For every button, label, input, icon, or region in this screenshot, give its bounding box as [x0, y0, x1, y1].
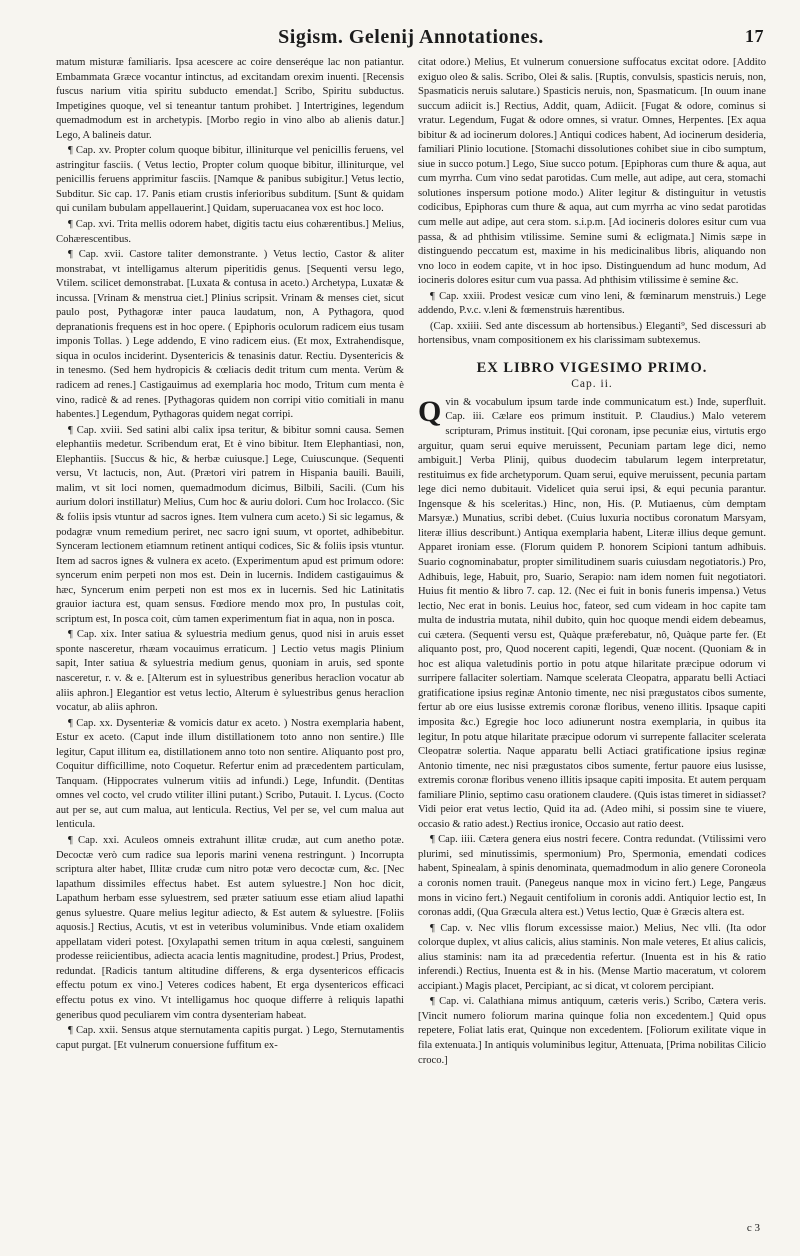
book-title: EX LIBRO VIGESIMO PRIMO.: [476, 359, 708, 376]
annotation-paragraph: ¶ Cap. v. Nec vllis florum excessisse maior.) Melius, Nec vlli. (Ita odor colorque duplex, vt alius calicis, alius staminis. Non male veteres, Et alius calicis, alius staminis: nam ita ad præcedentia refertur. (Inuenta est in his & ratio inferendi.) Rectius, Inuenta est & in his. (Mense Martio maceratum, vt colorem accipiant.) Magis placet, Percipiant, ac si dicat, vt colorem percipiant.: [418, 922, 766, 992]
running-title: Sigism. Gelenij Annotationes.: [278, 26, 544, 48]
annotation-paragraph: ¶ Cap. xix. Inter satiua & syluestria medium genus, quod nisi in aruis esset sponte nasceretur, rhæam vocauimus erraticum. ] Lectio vetus magis Plinium sapit, Inter satiua & syluestria medium genus, quoniam in aruis, sed sponte nasceretur, r. v. & e. [Alterum est in syluestribus generibus heraclion vocatur ab aliis aphron.] Elegantior est vetus lectio, Alterum è syluestribus genus heraclion vocatur, ab aliis aphron.: [56, 629, 404, 714]
annotation-paragraph: ¶ Cap. xxi. Aculeos omneis extrahunt illitæ crudæ, aut cum anetho potæ. Decoctæ verò cum radice sua leporis marini venena restringunt. ) Incorrupta scriptura alter habet, Illitæ crudæ cum nitro potæ vero decoctæ cum, &c. [Nec lapathum dissimiles effectus habet. Est autem syluestre.] Non hoc dicit, Lapathum herbam esse syluestrem, sed præter satiuum esse etiam aliud lapathi genus syluestre. Quare melius legitur adiecto, & Est autem & syluestre. [Foliis aquosis.] Rectius, Acutis, vt est in veteribus voluminibus. Vnde etiam oxalidem appellatam videri potest. [Oxylapathi semen tritum in aqua cœlesti, sanguinem prodesse reiicientibus, adiecta acacia lentis magnitudine, prodest.] Prius, Prodest, redundat. [Radicis tantum altitudine differens, & erga dysentericos efficacis effectu potum ex vino.] Veteres codices habent, Et erga dysentericos efficaci effectu potus ex vino. Vt intelligamus hoc quoque differre à reliquis lapathi generibus quod peculiarem vim contra dysenteriam habeat.: [56, 834, 404, 1021]
annotation-paragraph: (Cap. xxiiii. Sed ante discessum ab hortensibus.) Eleganti⁹, Sed discessuri ab hortensibus, vnam compositionem ex his clarissimam subtexemus.: [418, 320, 766, 347]
page-number: 17: [745, 26, 764, 46]
annotation-paragraph: ¶ Cap. xvi. Trita mellis odorem habet, digitis tactu eius cohærentibus.] Melius, Cohærescentibus.: [56, 219, 404, 245]
text-columns: [56, 56, 766, 1216]
right-column-top: [418, 56, 766, 349]
annotation-paragraph: ¶ Cap. iiii. Cætera genera eius nostri fecere. Contra redundat. (Vtilissimi vero plurimi, sed minutissimis, spermonium) Pro, Spermonia, emendati codices habent, Spinealam, à spinis denominata, quemadmodum in alio genere Coroneola a coronis nomen trauit. (Panegeus nanque mox in vicino fert.) Lege, Pangæus mons in vicino fert.) Negauit centifolium in coronis addi. Antiquior lectio est, In coronas addi, (Qua Græcula altera est.) Vetus lectio, Quæ è Græcis altera est.: [418, 834, 766, 919]
annotation-paragraph: ¶ Cap. xxiii. Prodest vesicæ cum vino leni, & fœminarum menstruis.) Lege addendo, P.v.c. v.leni & fœmenstruis hærentibus.: [418, 290, 766, 317]
annotation-paragraph: ¶ Cap. xxii. Sensus atque sternutamenta capitis purgat. ) Lego, Sternutamentis caput purgat. [Et vulnerum conuersione fuffitum ex-: [56, 1025, 404, 1051]
left-column: [56, 56, 404, 1216]
annotation-paragraph: ¶ Cap. xviii. Sed satini albi calix ipsa teritur, & bibitur somni causa. Semen elephantiis medetur. Scribendum erat, Et è vino bibitur. Item Elephantiasi, non, Elephantiis. [Succus & hic, & herbæ cuiusque.] Lege, Cuiuscunque. (Sequenti versu, Vt lactucis, non, Aut. (Prætori viri patrem in Hispania bauili. Bauili, malim, vt sit loci nomen, quemadmodum dicimus, Bilbili, Sacili. (Cum his aurium dolori instillatur) Melius, Cum hoc & auriu dolori. Cum hoc Irolacco. (Sic & foliis ipsis vtuntur ad sacros ignes. Item vulnera cum aceto.) Si sic legamus, & podagræ vnum remedium periret, nec sacro igni suum, vt oportet, adhibebitur. Synceram lectionem etiamnum retinent antiqui codices, Sic & foliis ipsis vtuntur. Item ad sacros ignes & vulnera ex aceto. (Experimentum apud est primum odore: syncerum enim perpeti non mos est. Dein in lucernis. Indidem castigauimus & hæc, Syncerum enim perpeti non est mos ex in lucernis. Sed hic Latinitatis grauior iactura est, quam sensus. Fœdiore mendo mox pro, In pustulas coit, scriptum est, In posca coit, cùm tamen experimentum fiat in aqua, non in posca.: [56, 424, 404, 625]
annotation-paragraph-block: [418, 396, 766, 832]
annotation-paragraph: ¶ Cap. xvii. Castore taliter demonstrante. ) Vetus lectio, Castor & aliter monstrabat, vt intelligamus alterum piperitidis genus. [Sequenti versu lego, Vtilem. scilicet demonstrabat. [Luxata & contusa in aceto.) Archetypa, Luxatæ & incussa. [Vrinam & menstrua ciet.] Plinius scripsit. Vrinam & menses ciet, sicut paulo post, Pythagoræ inter pauca laudatum, non, A Pythagora, quod depranationis frequens est in hoc opere. ( Epiphoris oculorum radicem eius tusam imponis Tollas. ) Lege addendo, E vino radicem eius. (Et mox, Extrahendisque, siqua in oculos inciderint. Dysentericis & tenasinis datur. Rectiu. Dysentericis & in tenesmo. (Sed hem hydropicis & cœliacis dedit tritum cum menta. Verùm & radicem ad renes.] Castigauimus ad exemplaria hoc modo, Tritum cum menta è vino, radicè & ad renes. [Pythagoras quidem non corripi vitio comitiali in manu habentes.] Legendum, Pythagoras quidem negat corripi.: [56, 249, 404, 421]
signature-mark: c 3: [746, 1222, 760, 1234]
right-column: [418, 56, 766, 1216]
drop-capital: Q: [418, 394, 442, 428]
annotation-paragraph: ¶ Cap. xv. Propter colum quoque bibitur, illiniturque vel penicillis feruens, vel astringitur fasciis. ( Vetus lectio, Propter colum quoque bibitur, illiniturque, vel penicillis feruens apprimitur fasciis. [Namque & panibus subigitur.] Vetus lectio, Subditur. Sic cap. 17. Panis etiam crustis inferioribus subditum. [Sunt & quidam qui cunilam bubulam appellauerint.] Quidam, superuacanea vox est hoc loco.: [56, 145, 404, 215]
annotation-paragraph: ¶ Cap. vi. Calathiana mimus antiquum, cæteris veris.) Scribo, Cætera veris. [Vincit numero foliorum marina quinque folia non excedentem.] Quid opus repetere, Foliat latis erat, Quinque non excedentem. [Foliorum exilitate vique in fila extenuata.] In antiquis voluminibus legitur, Attenuata, [Prima nobilitas Cilicio croco.]: [418, 996, 766, 1066]
annotation-paragraph: citat odore.) Melius, Et vulnerum conuersione suffocatus excitat odore. [Addito exiguo oleo & salis. Scribo, Olei & salis. [Ruptis, convulsis, spasticis neruis, non, Spasmaticis neruis salutare.) Spasticis neruis, non, Spasmaticum. [In ouum inane succum adiicit is.] Rectius, Addit, quam, Adiicit. [Fugat & odore, cominus si vratur. Legendum, Fugat & odore omnes, si vratur. Omnes, Herpentes. [Ex aqua bibitur & ad iocinerum dolores.] Antiqui codices habent, Ad iocinerum desideria, familiari Plinio locutione. [Stomachi dissolutiones cohibet siue in cibo sumptum, siue in succo potum.] Lego, Siue succo potum. [Epiphoras cum thure & aqua, aut cum myrrha. Cum vino sedat parotidas. Cum melle, aut adipe, aut cera, stomachi solutiones inspersum potione modo.) Aliter legitur & distinguitur in vetustis codicibus, Epiphoras cum thure & aqua, aut cum myrrha ac vino sedat parotidas cum melle aut adipe, aut cera stom. s.i.p.m. [Ad iocineris dolores esitur cum vua passa, & ad phthisim vtilissime. Semine sumi & ecligmata.] Nimis sæpe in distinguendo peccatum est, maxime in his medicinalibus libris, aliquando non vno loco in eodem capite, vt in hoc ipso. Distinguendum ad hunc modum, Ad iocineris dolores esitur cum vua passa. Ad phthisim vtilissime è semine &c.: [418, 57, 766, 287]
right-column-bottom: [418, 396, 766, 1068]
annotation-paragraph: matum misturæ familiaris. Ipsa acescere ac coire denseréque lac non patiantur. Embammata Græce vocantur intinctus, ad excitandam orexim inuenti. [Recensis fuscus narium vitia spiritu subducto emendat.] Scribo, Spiritu subductus. Impetigines quoque, vel si teneantur tantum prohibet. ] Intertrigines, legendum quemadmodum est in archetypis. [Morbo regio in vino albo ab alienis datur.] Lego, A balineis datur.: [56, 57, 404, 141]
annotation-paragraph: ¶ Cap. xx. Dysenteriæ & vomicis datur ex aceto. ) Nostra exemplaria habent, Estur ex aceto. (Caput inde illum distillationem toto anno non sentire.) Ille legitur, Caput illitum ea, distillationem anno toto non sentire. Aliquanto post pro, Coquitur difficillime, noto Coquetur. Refertur enim ad præcedentem particulam, Tanquam. (Hippocrates vulnerum vitiis ad infundi.) Lege, Infundit. (Dentitas omnes vel cocto, vel crudo vtiliter illini putant.) Scribo, Putauit. I. Lycus. (Cocto aut per se, aut cum malua, aut lenticula. Rectius, Vel per se, vel cum malua aut lenticula.: [56, 717, 404, 831]
annotation-paragraph: vin & vocabulum ipsum tarde inde communicatum est.) Inde, superfluit. Cap. iii. Cælare eos primum instituit. P. Claudius.) Malo veterem scripturam, Primus instituit. [Qui coronam, ipse pecuniæ eius, virtutis ergo arguitur, quam serui equive meruissent, Pecuniam partam lege dici, nemo ambiguit.] Verba Plinij, quibus duodecim tabularum legem interpretatur, restituimus ex fide archetyporum. Quam serui, equive meruissent, pecunia partam lege dici nemo dubitauit. Videlicet quia serui ipsi, & equi pecunia parantur. Ingensque & his sceleritas.) Hinc, non, His. (P. Mutiaenus, cùm demptam Marsyæ.) Munatius, scribi debet. (Cuius luxuria noctibus coronatum Marsyam, literæ illius describunt.) Antiqua exemplaria habent, Literæ illius deque gemunt. Apparet ironiam esse. (Florum quidem P. honorem Scipioni tantum adhibuis. Suario cognominabatur, propter similitudinem suaris cuiusdam negotiatoris.) Pro, Adhibuis, lege, Habuit, pro, Suario, Serapio: nam idem nomen fuit negotiatori. Huius fit mentio & libro 7. cap. 12. (Nec ei fuit in bonis funeris impensa.) Vetus lectio, Nec erat in bonis. Leuius hoc, fateor, sed cum videam in hoc capite tam multa de industria mutata, nihil dubito, quin hoc quoque mendi eidem debeamus, cui cætera. (Sequenti versu est, Quàque præferebatur, nô, Quàque parte fer. (Et aliquanto post, pro, Quod nocerent capiti, legendi, Quæ nocent. (Quoniam & in hoc est aliqua valetudinis portio in potu atque hilaritate præcipue odorum vi surripere fallaciter solertiam. Namque scelerata Cleopatra, apparatu belli Actiaci gratificatione ipsius reginæ Antonio timente, nec nisi prægustatos cibos sumente, fertur ab ore eius lusisse extremis coronæ floribus, veneno illitis. Ipsaque capiti imposita &c.) Egregie hoc loco adiunerunt nostra exemplaria, in quibus ita legitur, In potu atque hilaritate præcipue odorum vi surrepente fallaciter scelerata Cleopatræ solertia. Naque apparatu belli Actiaci gratificatione ipsius reginæ Antonio timente, nec nisi prægustatos cibos sumente, fertur pauore eius lusisse, extremis coronæ floribus veneno illitis ipsaque capiti imposita. Et autem perquam familiare Plinio, septimo casu orationem claudere. (Quis istas timeret in sidiasset? Vidi peior erat vetus lectio, Quid ita ad. (Adeo mihi, si possim sine te viuere, occasio & ratio adest.) Rectius ironice, Occasio aut ratio deest.: [418, 396, 766, 830]
running-head: [56, 26, 766, 56]
chapter-title: Cap. ii.: [571, 377, 613, 390]
